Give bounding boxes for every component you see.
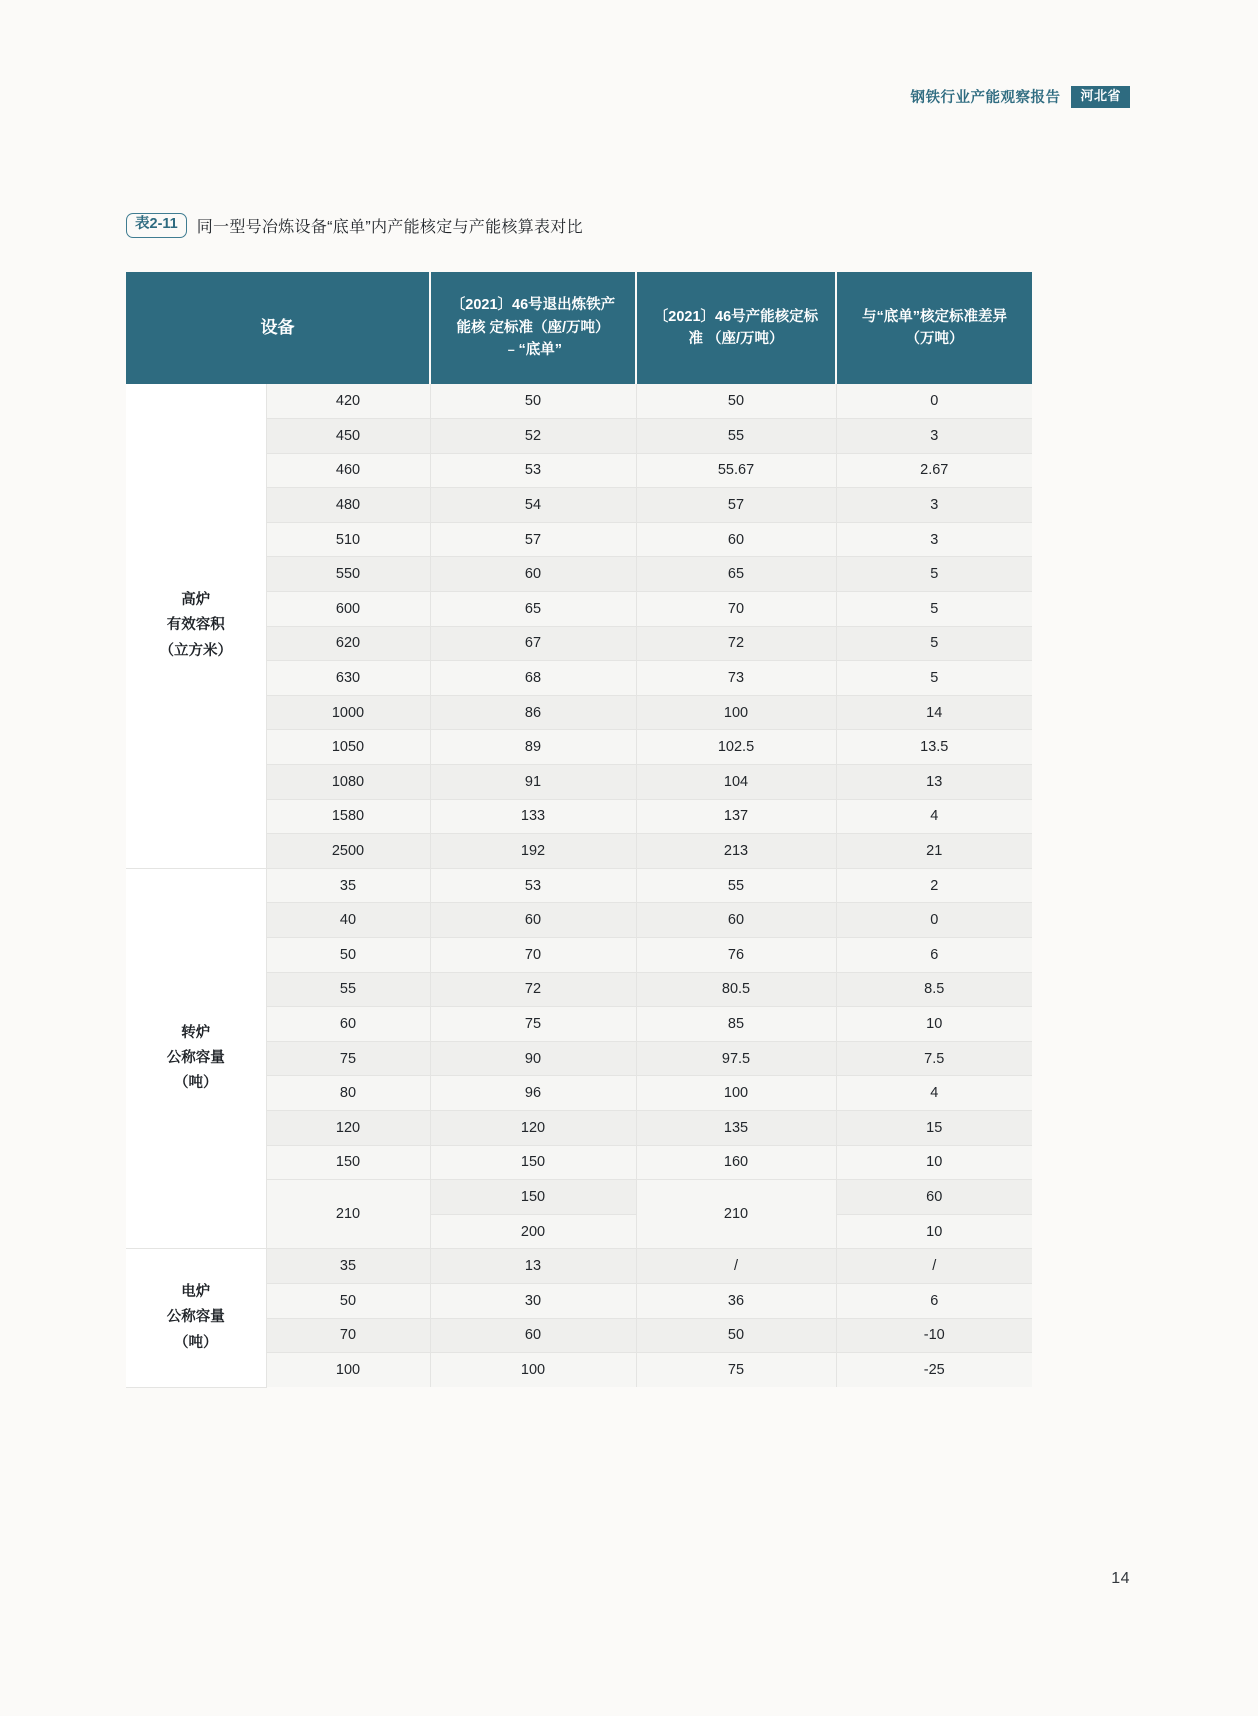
cell-difference: 2 bbox=[836, 868, 1032, 903]
cell-capacity-standard: 85 bbox=[636, 1007, 836, 1042]
cell-difference: -10 bbox=[836, 1318, 1032, 1353]
cell-difference: 3 bbox=[836, 522, 1032, 557]
cell-device: 60 bbox=[266, 1007, 430, 1042]
cell-capacity-standard: 213 bbox=[636, 834, 836, 869]
table-caption bbox=[126, 213, 583, 238]
cell-exit-standard: 86 bbox=[430, 695, 636, 730]
cell-exit-standard: 96 bbox=[430, 1076, 636, 1111]
cell-exit-standard: 57 bbox=[430, 522, 636, 557]
capacity-comparison-table bbox=[126, 272, 1032, 1388]
cell-exit-standard: 150 bbox=[430, 1180, 636, 1215]
group-label-line: 高炉 bbox=[181, 591, 211, 608]
cell-capacity-standard: 80.5 bbox=[636, 972, 836, 1007]
cell-device: 600 bbox=[266, 592, 430, 627]
cell-difference: 14 bbox=[836, 695, 1032, 730]
cell-capacity-standard: 137 bbox=[636, 799, 836, 834]
group-label-line: 电炉 bbox=[181, 1283, 211, 1300]
cell-difference: 13 bbox=[836, 765, 1032, 800]
cell-capacity-standard: 97.5 bbox=[636, 1041, 836, 1076]
cell-exit-standard: 100 bbox=[430, 1353, 636, 1388]
cell-exit-standard: 90 bbox=[430, 1041, 636, 1076]
table-row bbox=[126, 1249, 1032, 1284]
col-header-capacity-standard: 〔2021〕46号产能核定标准 （座/万吨） bbox=[636, 272, 836, 384]
cell-capacity-standard: 160 bbox=[636, 1145, 836, 1180]
cell-device: 1050 bbox=[266, 730, 430, 765]
cell-device: 70 bbox=[266, 1318, 430, 1353]
cell-capacity-standard: 60 bbox=[636, 903, 836, 938]
cell-device: 510 bbox=[266, 522, 430, 557]
cell-device: 480 bbox=[266, 488, 430, 523]
table-number-badge: 表2-11 bbox=[126, 213, 187, 238]
cell-exit-standard: 89 bbox=[430, 730, 636, 765]
cell-difference: 6 bbox=[836, 1283, 1032, 1318]
cell-capacity-standard: 76 bbox=[636, 938, 836, 973]
cell-difference: 8.5 bbox=[836, 972, 1032, 1007]
cell-difference: -25 bbox=[836, 1353, 1032, 1388]
cell-capacity-standard: 55 bbox=[636, 419, 836, 454]
cell-exit-standard: 133 bbox=[430, 799, 636, 834]
cell-difference: 5 bbox=[836, 592, 1032, 627]
cell-device: 460 bbox=[266, 453, 430, 488]
cell-device: 630 bbox=[266, 661, 430, 696]
cell-capacity-standard: 100 bbox=[636, 695, 836, 730]
cell-exit-standard: 54 bbox=[430, 488, 636, 523]
cell-device: 35 bbox=[266, 868, 430, 903]
cell-device: 100 bbox=[266, 1353, 430, 1388]
col-header-exit-standard: 〔2021〕46号退出炼铁产能核 定标准（座/万吨）﹣“底单” bbox=[430, 272, 636, 384]
report-title: 钢铁行业产能观察报告 bbox=[910, 90, 1061, 107]
group-label-line: （立方米） bbox=[159, 642, 232, 659]
cell-difference: 3 bbox=[836, 488, 1032, 523]
group-label-line: 公称容量 bbox=[166, 1309, 225, 1326]
cell-capacity-standard: 36 bbox=[636, 1283, 836, 1318]
col-header-difference: 与“底单”核定标准差异 （万吨） bbox=[836, 272, 1032, 384]
cell-difference: 5 bbox=[836, 557, 1032, 592]
page-number: 14 bbox=[1111, 1570, 1130, 1587]
cell-device: 550 bbox=[266, 557, 430, 592]
cell-exit-standard: 50 bbox=[430, 384, 636, 419]
province-badge: 河北省 bbox=[1071, 86, 1130, 108]
cell-exit-standard: 120 bbox=[430, 1110, 636, 1145]
cell-device: 210 bbox=[266, 1180, 430, 1249]
cell-exit-standard: 91 bbox=[430, 765, 636, 800]
cell-exit-standard: 52 bbox=[430, 419, 636, 454]
cell-difference: 3 bbox=[836, 419, 1032, 454]
cell-device: 420 bbox=[266, 384, 430, 419]
group-label-line: 转炉 bbox=[181, 1024, 211, 1041]
cell-capacity-standard: 60 bbox=[636, 522, 836, 557]
cell-capacity-standard: 65 bbox=[636, 557, 836, 592]
group-label-line: 有效容积 bbox=[166, 617, 225, 634]
cell-difference: 10 bbox=[836, 1145, 1032, 1180]
cell-exit-standard: 53 bbox=[430, 453, 636, 488]
cell-exit-standard: 60 bbox=[430, 903, 636, 938]
cell-exit-standard: 72 bbox=[430, 972, 636, 1007]
cell-capacity-standard: / bbox=[636, 1249, 836, 1284]
cell-capacity-standard: 70 bbox=[636, 592, 836, 627]
cell-device: 40 bbox=[266, 903, 430, 938]
cell-exit-standard: 68 bbox=[430, 661, 636, 696]
cell-difference: 0 bbox=[836, 384, 1032, 419]
group-label-line: （吨） bbox=[174, 1075, 218, 1092]
cell-capacity-standard: 135 bbox=[636, 1110, 836, 1145]
cell-difference: / bbox=[836, 1249, 1032, 1284]
cell-capacity-standard: 75 bbox=[636, 1353, 836, 1388]
cell-capacity-standard: 104 bbox=[636, 765, 836, 800]
cell-capacity-standard: 55.67 bbox=[636, 453, 836, 488]
running-header bbox=[910, 86, 1130, 108]
table-row bbox=[126, 384, 1032, 419]
cell-exit-standard: 150 bbox=[430, 1145, 636, 1180]
cell-exit-standard: 65 bbox=[430, 592, 636, 627]
cell-device: 75 bbox=[266, 1041, 430, 1076]
cell-difference: 0 bbox=[836, 903, 1032, 938]
cell-device: 1080 bbox=[266, 765, 430, 800]
table-head bbox=[126, 272, 1032, 384]
cell-difference: 15 bbox=[836, 1110, 1032, 1145]
cell-exit-standard: 30 bbox=[430, 1283, 636, 1318]
cell-capacity-standard: 72 bbox=[636, 626, 836, 661]
cell-capacity-standard: 210 bbox=[636, 1180, 836, 1249]
table-header-row bbox=[126, 272, 1032, 384]
cell-device: 50 bbox=[266, 1283, 430, 1318]
cell-device: 150 bbox=[266, 1145, 430, 1180]
table-row bbox=[126, 868, 1032, 903]
table-body bbox=[126, 384, 1032, 1387]
cell-exit-standard: 200 bbox=[430, 1214, 636, 1249]
cell-difference: 13.5 bbox=[836, 730, 1032, 765]
cell-exit-standard: 67 bbox=[430, 626, 636, 661]
cell-difference: 10 bbox=[836, 1007, 1032, 1042]
cell-capacity-standard: 100 bbox=[636, 1076, 836, 1111]
cell-exit-standard: 53 bbox=[430, 868, 636, 903]
cell-capacity-standard: 55 bbox=[636, 868, 836, 903]
cell-exit-standard: 13 bbox=[430, 1249, 636, 1284]
cell-capacity-standard: 102.5 bbox=[636, 730, 836, 765]
cell-exit-standard: 60 bbox=[430, 557, 636, 592]
cell-device: 1580 bbox=[266, 799, 430, 834]
cell-difference: 5 bbox=[836, 661, 1032, 696]
group-label-line: （吨） bbox=[174, 1334, 218, 1351]
cell-device: 55 bbox=[266, 972, 430, 1007]
cell-device: 50 bbox=[266, 938, 430, 973]
cell-difference: 7.5 bbox=[836, 1041, 1032, 1076]
cell-difference: 4 bbox=[836, 1076, 1032, 1111]
cell-difference: 4 bbox=[836, 799, 1032, 834]
cell-capacity-standard: 50 bbox=[636, 384, 836, 419]
cell-device: 35 bbox=[266, 1249, 430, 1284]
cell-exit-standard: 70 bbox=[430, 938, 636, 973]
cell-difference: 5 bbox=[836, 626, 1032, 661]
cell-capacity-standard: 57 bbox=[636, 488, 836, 523]
cell-difference: 60 bbox=[836, 1180, 1032, 1215]
capacity-table-container bbox=[126, 272, 1032, 1388]
col-header-device: 设备 bbox=[126, 272, 430, 384]
cell-capacity-standard: 73 bbox=[636, 661, 836, 696]
cell-device: 2500 bbox=[266, 834, 430, 869]
cell-device: 1000 bbox=[266, 695, 430, 730]
group-label-cell bbox=[126, 1249, 266, 1387]
cell-exit-standard: 60 bbox=[430, 1318, 636, 1353]
table-caption-text: 同一型号冶炼设备“底单”内产能核定与产能核算表对比 bbox=[196, 218, 583, 236]
cell-difference: 6 bbox=[836, 938, 1032, 973]
cell-device: 620 bbox=[266, 626, 430, 661]
cell-exit-standard: 75 bbox=[430, 1007, 636, 1042]
cell-device: 120 bbox=[266, 1110, 430, 1145]
cell-capacity-standard: 50 bbox=[636, 1318, 836, 1353]
cell-exit-standard: 192 bbox=[430, 834, 636, 869]
cell-device: 80 bbox=[266, 1076, 430, 1111]
cell-difference: 21 bbox=[836, 834, 1032, 869]
cell-device: 450 bbox=[266, 419, 430, 454]
group-label-cell bbox=[126, 384, 266, 868]
group-label-line: 公称容量 bbox=[166, 1049, 225, 1066]
group-label-cell bbox=[126, 868, 266, 1249]
cell-difference: 2.67 bbox=[836, 453, 1032, 488]
cell-difference: 10 bbox=[836, 1214, 1032, 1249]
